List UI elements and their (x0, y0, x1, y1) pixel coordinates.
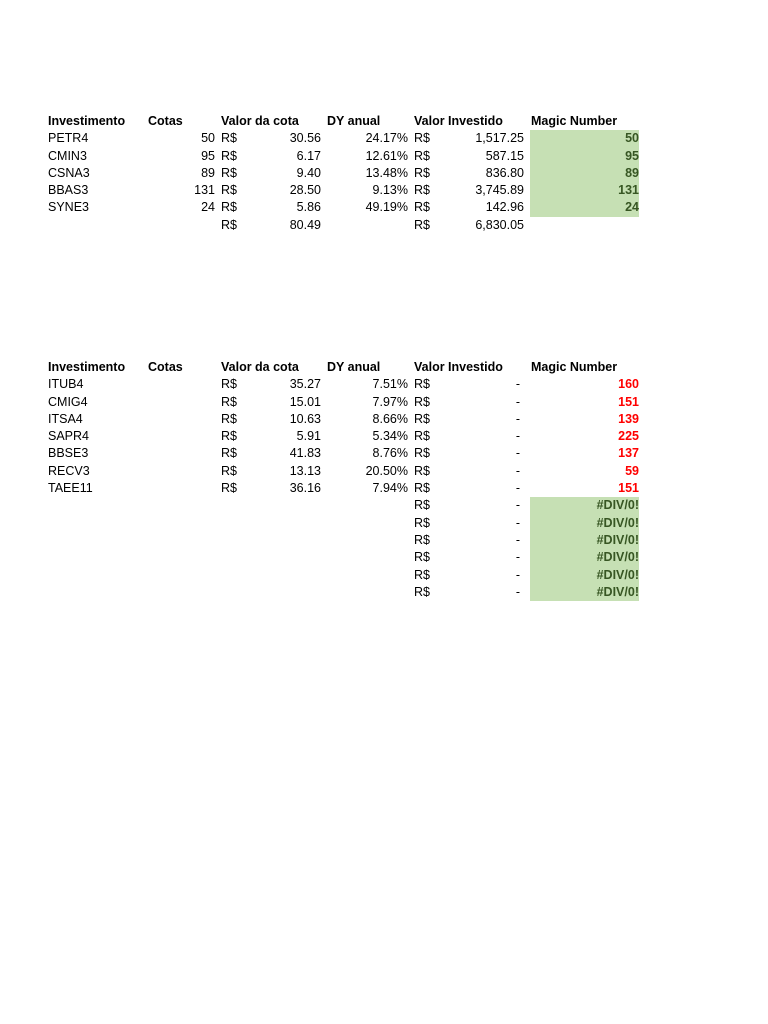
valor-cota-cell[interactable]: 41.83 (289, 446, 321, 461)
cotas-cell[interactable]: 89 (201, 165, 215, 180)
dy-anual-cell[interactable]: 12.61% (365, 148, 408, 163)
ticker-cell[interactable]: SYNE3 (48, 200, 89, 215)
currency-symbol: R$ (221, 394, 237, 409)
valor-cota-cell[interactable]: 5.86 (296, 200, 321, 215)
magic-number-cell[interactable]: 139 (618, 411, 639, 426)
valor-cota-cell[interactable]: 36.16 (289, 481, 321, 496)
header-cotas[interactable]: Cotas (148, 360, 183, 374)
currency-symbol: R$ (414, 532, 430, 547)
valor-investido-cell[interactable]: - (515, 584, 520, 599)
currency-symbol: R$ (221, 200, 237, 215)
ticker-cell[interactable]: CMIN3 (48, 148, 87, 163)
currency-symbol: R$ (414, 584, 430, 599)
dy-anual-cell[interactable]: 9.13% (372, 183, 408, 198)
valor-cota-cell[interactable]: 13.13 (289, 463, 321, 478)
cotas-cell[interactable]: 50 (201, 131, 215, 146)
ticker-cell[interactable]: PETR4 (48, 131, 89, 146)
currency-symbol: R$ (414, 377, 430, 392)
dy-anual-cell[interactable]: 8.66% (372, 411, 408, 426)
valor-cota-cell[interactable]: 5.91 (296, 429, 321, 444)
valor-investido-cell[interactable]: - (515, 429, 520, 444)
dy-anual-cell[interactable]: 8.76% (372, 446, 408, 461)
ticker-cell[interactable]: RECV3 (48, 463, 90, 478)
valor-investido-cell[interactable]: 3,745.89 (475, 183, 524, 198)
currency-symbol: R$ (221, 217, 237, 232)
valor-investido-cell[interactable]: - (515, 394, 520, 409)
currency-symbol: R$ (414, 183, 430, 198)
valor-cota-cell[interactable]: 6.17 (296, 148, 321, 163)
ticker-cell[interactable]: CSNA3 (48, 165, 90, 180)
valor-investido-cell[interactable]: - (515, 567, 520, 582)
valor-cota-cell[interactable]: 9.40 (296, 165, 321, 180)
dy-anual-cell[interactable]: 7.51% (372, 377, 408, 392)
valor-cota-cell[interactable]: 15.01 (289, 394, 321, 409)
magic-number-cell[interactable]: 24 (530, 199, 639, 216)
valor-cota-cell[interactable]: 30.56 (289, 131, 321, 146)
magic-number-cell[interactable]: 95 (530, 148, 639, 165)
currency-symbol: R$ (221, 131, 237, 146)
header-magic-number[interactable]: Magic Number (531, 114, 618, 128)
currency-symbol: R$ (414, 394, 430, 409)
currency-symbol: R$ (414, 515, 430, 530)
ticker-cell[interactable]: TAEE11 (48, 481, 93, 496)
header-cotas[interactable]: Cotas (148, 114, 183, 128)
dy-anual-cell[interactable]: 7.97% (372, 394, 408, 409)
magic-number-cell[interactable]: #DIV/0! (530, 584, 639, 601)
currency-symbol: R$ (414, 498, 430, 513)
header-dy-anual[interactable]: DY anual (327, 114, 381, 128)
magic-number-cell[interactable]: #DIV/0! (530, 567, 639, 584)
ticker-cell[interactable]: BBAS3 (48, 183, 89, 198)
valor-investido-cell[interactable]: 587.15 (485, 148, 524, 163)
valor-investido-cell[interactable]: - (515, 446, 520, 461)
header-investimento[interactable]: Investimento (48, 114, 126, 128)
currency-symbol: R$ (414, 429, 430, 444)
header-magic-number[interactable]: Magic Number (531, 360, 618, 374)
currency-symbol: R$ (414, 463, 430, 478)
magic-number-cell[interactable]: 151 (618, 481, 639, 496)
currency-symbol: R$ (414, 550, 430, 565)
valor-investido-cell[interactable]: 836.80 (485, 165, 524, 180)
currency-symbol: R$ (221, 463, 237, 478)
valor-investido-cell[interactable]: - (515, 550, 520, 565)
header-dy-anual[interactable]: DY anual (327, 360, 381, 374)
currency-symbol: R$ (414, 165, 430, 180)
total-valor-cota[interactable]: 80.49 (289, 217, 321, 232)
currency-symbol: R$ (414, 481, 430, 496)
valor-investido-cell[interactable]: - (515, 411, 520, 426)
currency-symbol: R$ (414, 200, 430, 215)
valor-investido-cell[interactable]: - (515, 498, 520, 513)
magic-number-cell[interactable]: #DIV/0! (530, 532, 639, 549)
ticker-cell[interactable]: SAPR4 (48, 429, 89, 444)
magic-number-cell[interactable]: 59 (625, 463, 639, 478)
header-investimento[interactable]: Investimento (48, 360, 126, 374)
currency-symbol: R$ (221, 446, 237, 461)
dy-anual-cell[interactable]: 49.19% (365, 200, 408, 215)
ticker-cell[interactable]: ITUB4 (48, 377, 84, 392)
cotas-cell[interactable]: 131 (194, 183, 215, 198)
dy-anual-cell[interactable]: 5.34% (372, 429, 408, 444)
currency-symbol: R$ (221, 411, 237, 426)
header-valor-cota[interactable]: Valor da cota (221, 360, 299, 374)
currency-symbol: R$ (414, 446, 430, 461)
cotas-cell[interactable]: 95 (201, 148, 215, 163)
valor-investido-cell[interactable]: - (515, 377, 520, 392)
currency-symbol: R$ (414, 217, 430, 232)
valor-investido-cell[interactable]: - (515, 515, 520, 530)
valor-investido-cell[interactable]: 1,517.25 (475, 131, 524, 146)
valor-cota-cell[interactable]: 10.63 (289, 411, 321, 426)
header-valor-investido[interactable]: Valor Investido (414, 114, 503, 128)
cotas-cell[interactable]: 24 (201, 200, 215, 215)
ticker-cell[interactable]: CMIG4 (48, 394, 88, 409)
currency-symbol: R$ (414, 567, 430, 582)
ticker-cell[interactable]: BBSE3 (48, 446, 89, 461)
header-valor-investido[interactable]: Valor Investido (414, 360, 503, 374)
currency-symbol: R$ (221, 148, 237, 163)
currency-symbol: R$ (221, 377, 237, 392)
magic-number-cell[interactable]: #DIV/0! (530, 497, 639, 514)
total-valor-investido[interactable]: 6,830.05 (475, 217, 524, 232)
valor-cota-cell[interactable]: 28.50 (289, 183, 321, 198)
magic-number-cell[interactable]: #DIV/0! (530, 515, 639, 532)
currency-symbol: R$ (221, 429, 237, 444)
valor-investido-cell[interactable]: 142.96 (485, 200, 524, 215)
dy-anual-cell[interactable]: 20.50% (365, 463, 408, 478)
currency-symbol: R$ (414, 131, 430, 146)
magic-number-cell[interactable]: 50 (530, 130, 639, 147)
valor-investido-cell[interactable]: - (515, 463, 520, 478)
magic-number-cell[interactable]: 131 (530, 182, 639, 199)
header-valor-cota[interactable]: Valor da cota (221, 114, 299, 128)
valor-investido-cell[interactable]: - (515, 532, 520, 547)
currency-symbol: R$ (414, 411, 430, 426)
magic-number-cell[interactable]: 160 (618, 377, 639, 392)
currency-symbol: R$ (414, 148, 430, 163)
magic-number-cell[interactable]: 137 (618, 446, 639, 461)
magic-number-cell[interactable]: 89 (530, 165, 639, 182)
ticker-cell[interactable]: ITSA4 (48, 411, 83, 426)
valor-investido-cell[interactable]: - (515, 481, 520, 496)
dy-anual-cell[interactable]: 7.94% (372, 481, 408, 496)
currency-symbol: R$ (221, 183, 237, 198)
dy-anual-cell[interactable]: 13.48% (365, 165, 408, 180)
currency-symbol: R$ (221, 481, 237, 496)
magic-number-cell[interactable]: 151 (618, 394, 639, 409)
magic-number-cell[interactable]: 225 (618, 429, 639, 444)
dy-anual-cell[interactable]: 24.17% (365, 131, 408, 146)
valor-cota-cell[interactable]: 35.27 (289, 377, 321, 392)
currency-symbol: R$ (221, 165, 237, 180)
magic-number-cell[interactable]: #DIV/0! (530, 549, 639, 566)
